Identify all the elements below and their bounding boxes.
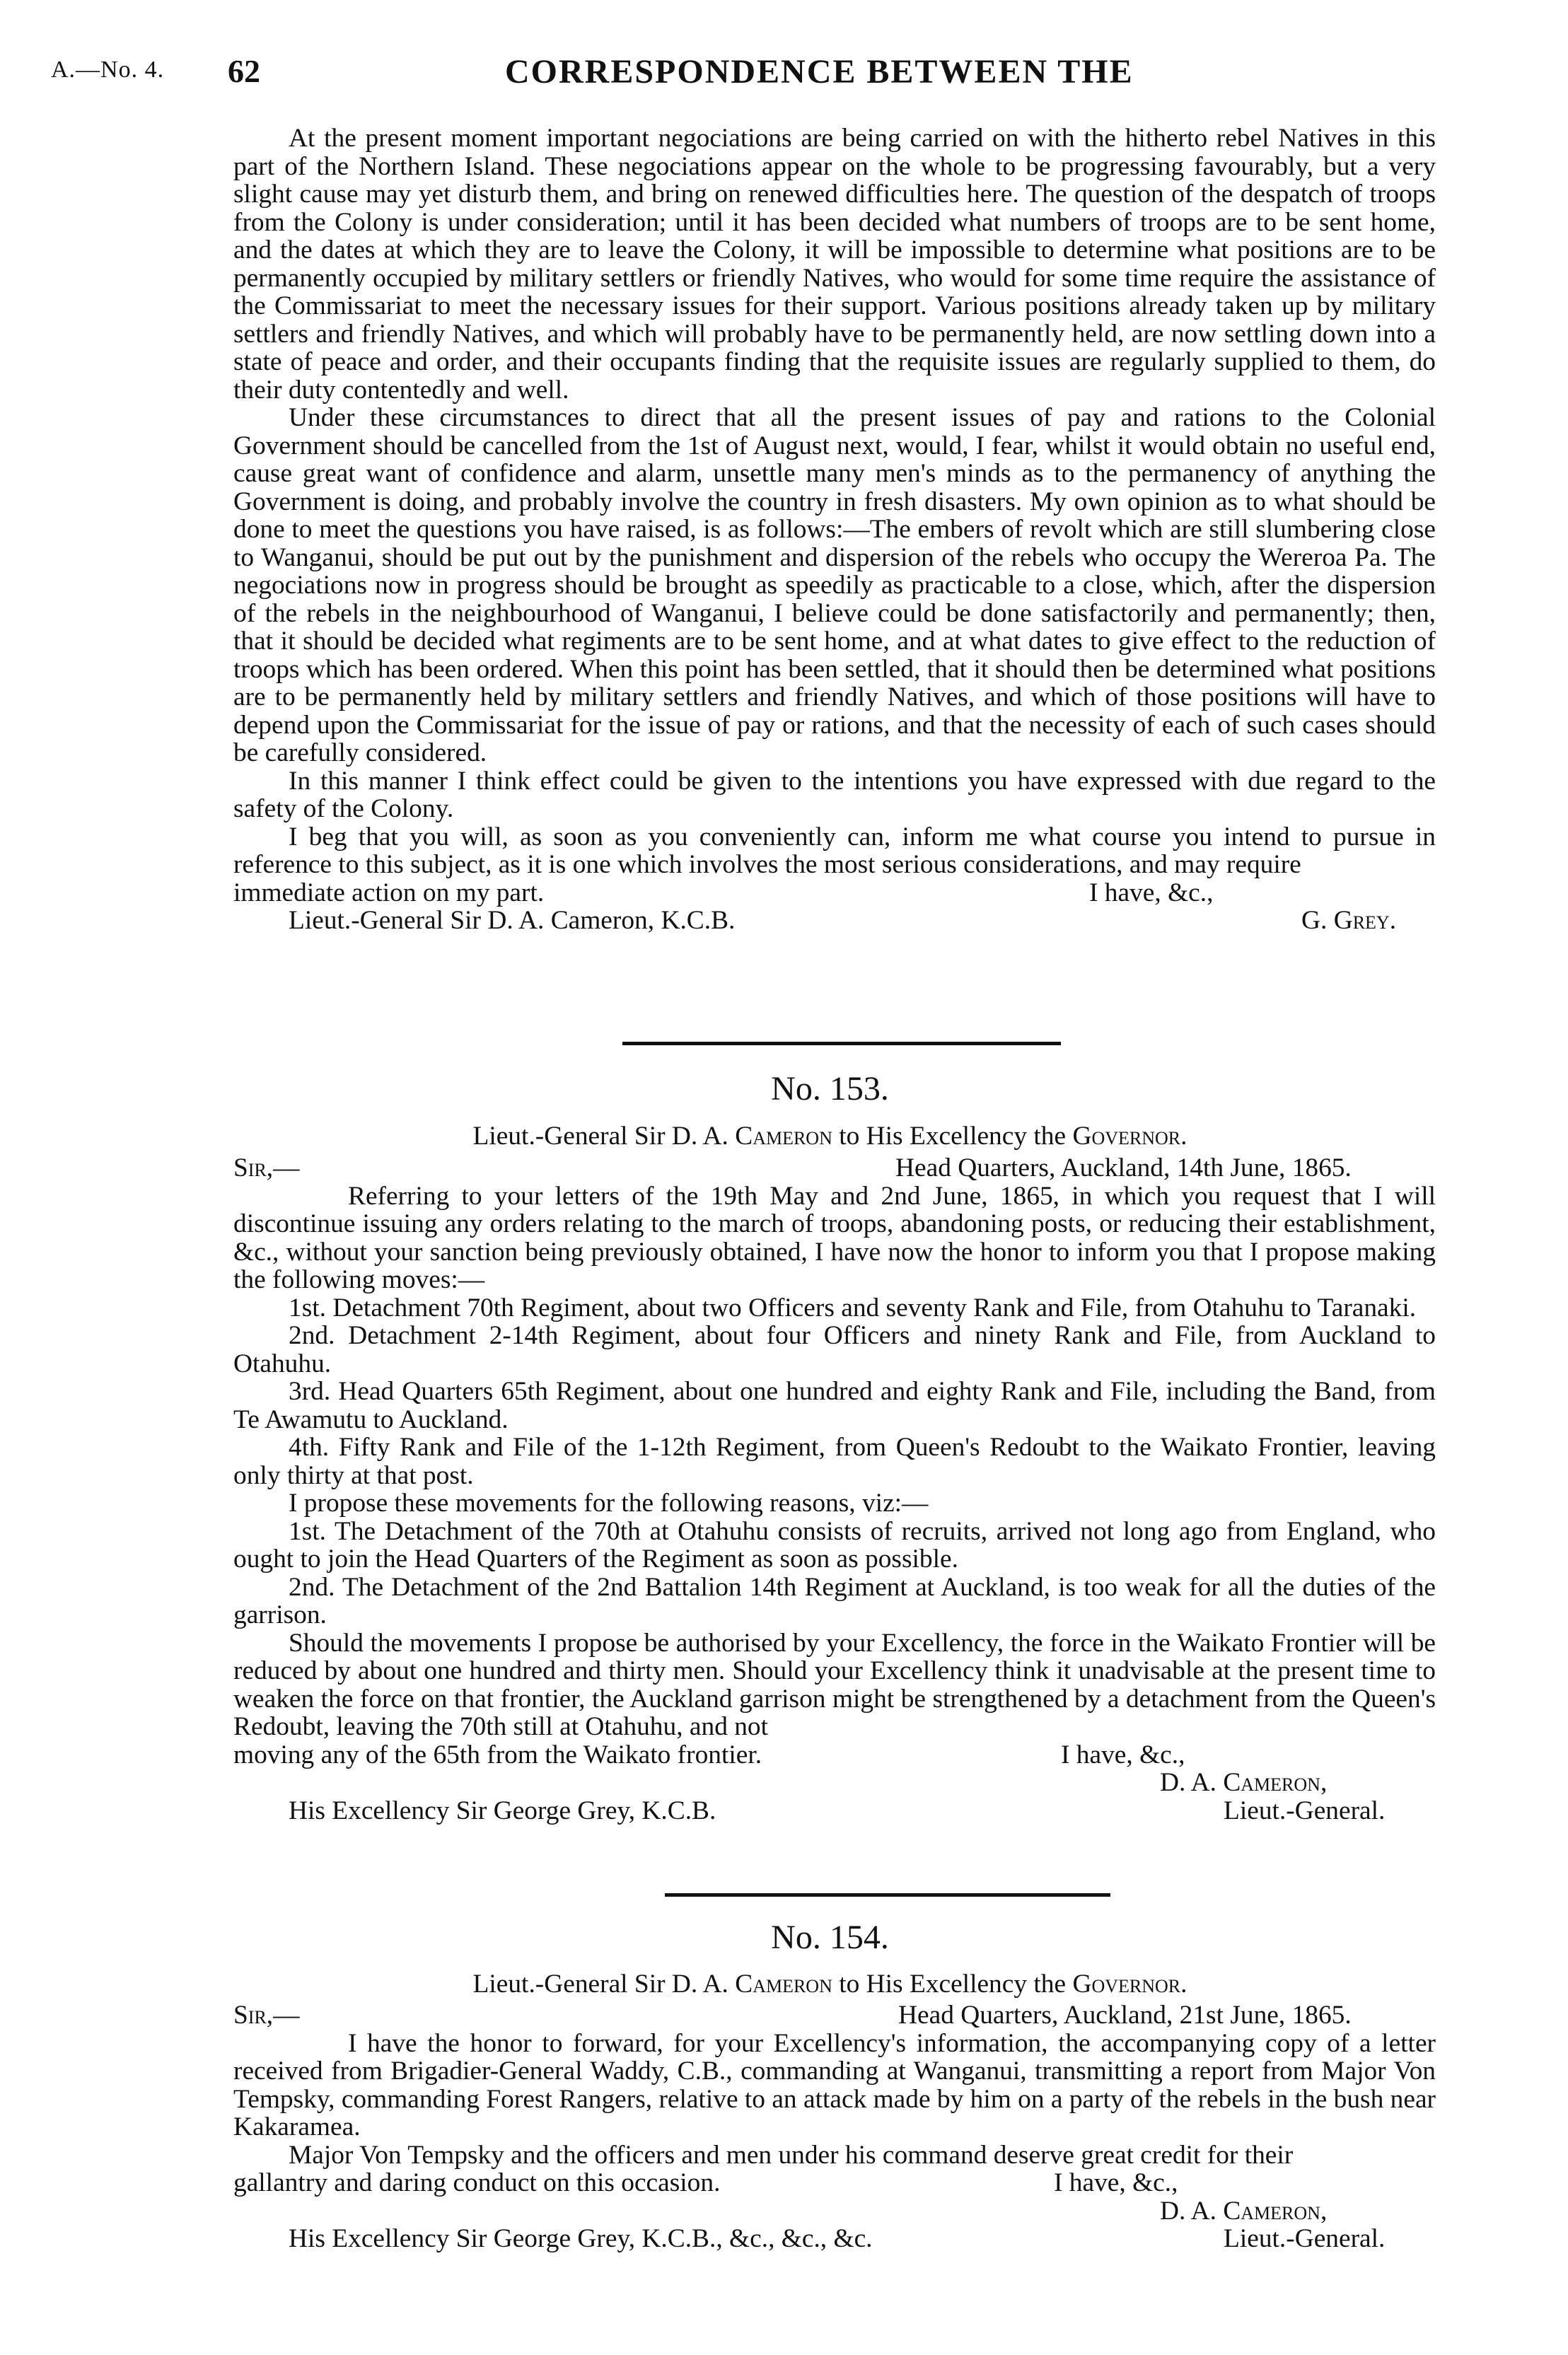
signature-rank-line bbox=[233, 2225, 1436, 2253]
addressee: His Excellency Sir George Grey, K.C.B., &c., &c., &c. bbox=[289, 2224, 873, 2253]
recipient-prefix: to His Excellency the bbox=[839, 1122, 1067, 1151]
sender-name: Cameron bbox=[735, 1970, 832, 1999]
closing: I have, &c., bbox=[1089, 878, 1214, 907]
signature-line bbox=[233, 907, 1436, 935]
addressee: His Excellency Sir George Grey, K.C.B. bbox=[289, 1796, 716, 1825]
page-header bbox=[0, 52, 1568, 95]
sender-name: Cameron bbox=[735, 1122, 832, 1151]
from-line bbox=[0, 1969, 1568, 1999]
recipient-prefix: to His Excellency the bbox=[839, 1970, 1067, 1999]
signature-rank: Lieut.-General. bbox=[1224, 2224, 1386, 2253]
signature-rank-line bbox=[233, 1797, 1436, 1825]
move-item: 1st. Detachment 70th Regiment, about two Officers and seventy Rank and File, from Otahuhu to Taranaki. bbox=[289, 1293, 1417, 1322]
closing: I have, &c., bbox=[1054, 2168, 1178, 2197]
signature-name-line bbox=[233, 2197, 1436, 2226]
move-item: 3rd. Head Quarters 65th Regiment, about one hundred and eighty Rank and File, including the Band, from Te Awamutu to Auckland. bbox=[233, 1377, 1436, 1434]
paragraph: I have the honor to forward, for your Excellency's information, the accompanying copy of a letter received from Brigadier-General Waddy, C.B., commanding at Wanganui, transmitting a report from Major Von Tempsky, commanding Forest Rangers, relative to an attack made by him on a party of the rebels in the bush near Kakaramea. bbox=[233, 2028, 1436, 2141]
paragraph-end: immediate action on my part. bbox=[233, 878, 545, 907]
letter-154-body bbox=[233, 2001, 1436, 2253]
move-item: 2nd. Detachment 2-14th Regiment, about four Officers and ninety Rank and File, from Auckland to Otahuhu. bbox=[233, 1321, 1436, 1378]
document-number: No. 154. bbox=[771, 1919, 889, 1956]
paragraph: Under these circumstances to direct that all the present issues of pay and rations to the Colonial Government should be cancelled from the 1st of August next, would, I fear, whilst it would obtain no useful end, cause great want of confidence and alarm, unsettle many men's minds as to the permanency of anything the Government is doing, and probably involve the country in fresh disasters. My own opinion as to what should be done to meet the questions you have raised, is as follows:—The embers of revolt which are still slumbering close to Wanganui, should be put out by the punishment and dispersion of the rebels who occupy the Wereroa Pa. The negociations now in progress should be brought as speedily as practicable to a close, which, after the dispersion of the rebels in the neighbourhood of Wanganui, I believe could be done satisfactorily and permanently; then, that it should be decided what regiments are to be sent home, and at what dates to give effect to the reduction of troops which has been ordered. When this point has been settled, that it should then be determined what positions are to be permanently held by military settlers and friendly Natives, and which of those positions will have to depend upon the Commissariat for the issue of pay or rations, and that the necessity of each of such cases should be carefully considered. bbox=[233, 403, 1436, 767]
dateline: Head Quarters, Auckland, 21st June, 1865. bbox=[898, 2001, 1352, 2030]
letter-153-body bbox=[233, 1154, 1436, 1825]
section-divider bbox=[665, 1893, 1110, 1897]
closing-line bbox=[233, 1741, 1436, 1769]
paragraph: I propose these movements for the following reasons, viz:— bbox=[289, 1489, 929, 1518]
signature-name-line bbox=[233, 1769, 1436, 1797]
dateline: Head Quarters, Auckland, 14th June, 1865. bbox=[895, 1153, 1352, 1182]
letter-152-body bbox=[233, 124, 1436, 935]
signature-rank: Lieut.-General. bbox=[1224, 1796, 1386, 1825]
recipient: Governor. bbox=[1072, 1970, 1187, 1999]
addressee: Lieut.-General Sir D. A. Cameron, K.C.B. bbox=[289, 906, 736, 935]
paragraph-end: gallantry and daring conduct on this occasion. bbox=[233, 2168, 721, 2197]
from-line bbox=[0, 1121, 1568, 1151]
salutation: Sir,— bbox=[233, 2001, 300, 2030]
closing-line bbox=[233, 2169, 1436, 2197]
signature-name: D. A. Cameron, bbox=[1160, 1768, 1328, 1797]
running-title: CORRESPONDENCE BETWEEN THE bbox=[505, 53, 1134, 91]
signature: G. Grey. bbox=[1301, 906, 1397, 935]
page-number: 62 bbox=[228, 53, 260, 89]
paragraph: Should the movements I propose be authorised by your Excellency, the force in the Waikato Frontier will be reduced by about one hundred and thirty men. Should your Excellency think it unadvisable at the present time to weaken the force on that frontier, the Auckland garrison might be strengthened by a detachment from the Queen's Redoubt, leaving the 70th still at Otahuhu, and not bbox=[233, 1628, 1436, 1741]
salutation-line bbox=[233, 2001, 1436, 2030]
paragraph: At the present moment important negociations are being carried on with the hitherto rebel Natives in this part of the Northern Island. These negociations appear on the whole to be progressing favourably, but a very slight cause may yet disturb them, and bring on renewed difficulties here. The question of the despatch of troops from the Colony is under consideration; until it has been decided what numbers of troops are to be sent home, and the dates at which they are to leave the Colony, it will be impossible to determine what positions are to be permanently occupied by military settlers or friendly Natives, who would for some time require the assistance of the Commissariat to meet the necessary issues for their support. Various positions already taken up by military settlers and friendly Natives, and which will probably have to be permanently held, are now settling down into a state of peace and order, and their occupants finding that the requisite issues are regularly supplied to them, do their duty contentedly and well. bbox=[233, 124, 1436, 405]
signature-name: D. A. Cameron, bbox=[1160, 2196, 1328, 2226]
paragraph: I beg that you will, as soon as you conveniently can, inform me what course you intend to pursue in reference to this subject, as it is one which involves the most serious considerations, and may require bbox=[233, 822, 1436, 879]
sender-prefix: Lieut.-General Sir D. A. bbox=[472, 1970, 728, 1999]
sender-prefix: Lieut.-General Sir D. A. bbox=[472, 1122, 728, 1151]
reason-item: 1st. The Detachment of the 70th at Otahuhu consists of recruits, arrived not long ago from England, who ought to join the Head Quarters of the Regiment as soon as possible. bbox=[233, 1516, 1436, 1574]
salutation: Sir,— bbox=[233, 1153, 300, 1182]
paragraph: Major Von Tempsky and the officers and men under his command deserve great credit for their bbox=[289, 2140, 1294, 2170]
paragraph: In this manner I think effect could be given to the intentions you have expressed with due regard to the safety of the Colony. bbox=[233, 766, 1436, 823]
move-item: 4th. Fifty Rank and File of the 1-12th Regiment, from Queen's Redoubt to the Waikato Frontier, leaving only thirty at that post. bbox=[233, 1433, 1436, 1490]
salutation-line bbox=[233, 1154, 1436, 1182]
paragraph: Referring to your letters of the 19th May and 2nd June, 1865, in which you request that I will discontinue issuing any orders relating to the march of troops, abandoning posts, or reducing their establishment, &c., without your sanction being previously obtained, I have now the honor to inform you that I propose making the following moves:— bbox=[233, 1181, 1436, 1294]
document-number: No. 153. bbox=[771, 1070, 889, 1107]
section-divider bbox=[622, 1042, 1061, 1045]
paper-reference: A.—No. 4. bbox=[51, 57, 165, 83]
paragraph-end: moving any of the 65th from the Waikato frontier. bbox=[233, 1740, 762, 1769]
closing: I have, &c., bbox=[1061, 1740, 1185, 1769]
closing-line bbox=[233, 879, 1436, 907]
reason-item: 2nd. The Detachment of the 2nd Battalion 14th Regiment at Auckland, is too weak for all the duties of the garrison. bbox=[233, 1572, 1436, 1629]
recipient: Governor. bbox=[1072, 1122, 1187, 1151]
